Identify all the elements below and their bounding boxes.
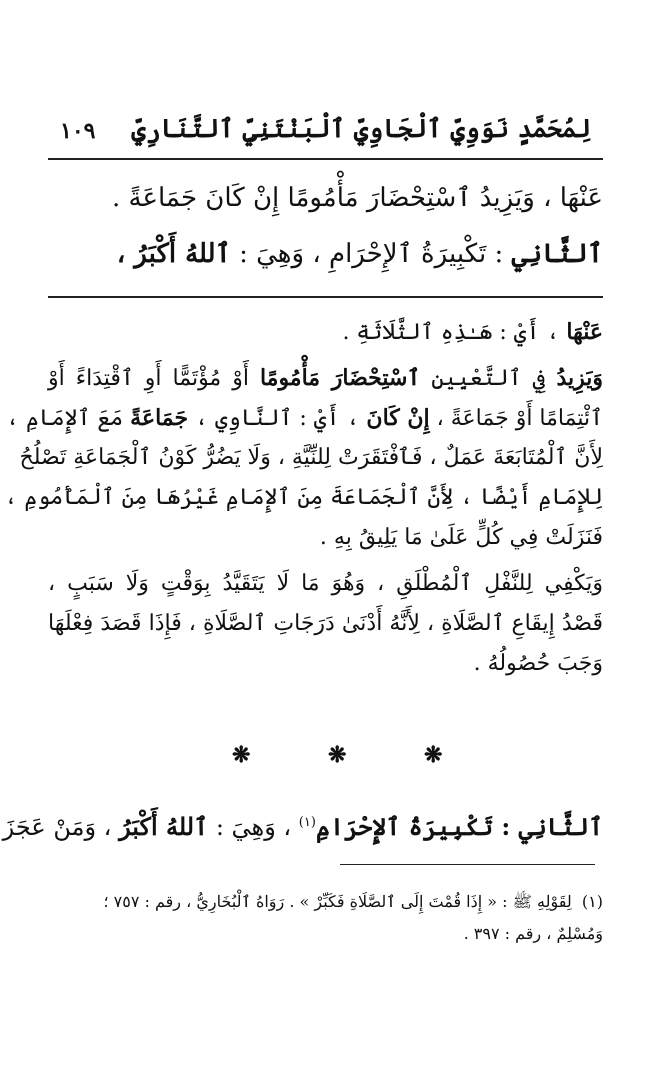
commentary-line [48, 312, 603, 352]
commentary-span: ٱئْتِمَامًا أَوْ جَمَاعَةً ، [429, 406, 603, 431]
commentary-span: فِي ٱلتَّعْيِينِ [420, 366, 557, 391]
matn-line: عَنْهَا ، وَيَزِيدُ ٱسْتِحْضَارَ مَأْمُومًا إِنْ كَانَ جَمَاعَةً . [112, 183, 603, 213]
footnotes [40, 886, 603, 950]
matn-text [48, 170, 603, 282]
matn-heading: ٱلثَّانِي [511, 239, 603, 269]
matn-quote: وَيَزِيدُ [556, 365, 603, 391]
matn-quote: إِنْ كَانَ [366, 405, 430, 431]
commentary-line: وَجَبَ حُصُولُهُ . [473, 651, 603, 676]
matn-text-span: : تَكْبِيرَةُ ٱلإِحْرَامِ ، وَهِيَ : [230, 239, 512, 269]
matn-quote: جَمَاعَةً [130, 405, 189, 431]
page-number: ١٠٩ [60, 118, 96, 144]
footnote-line [40, 886, 603, 918]
section-span: ، وَمَنْ عَجَزَ [2, 813, 120, 841]
matn-quote: عَنْهَا [566, 319, 603, 345]
commentary-line: لِأَنَّ ٱلْمُتَابَعَةَ عَمَلٌ ، فَٱفْتَقَرَتْ لِلنِّيَّةِ ، وَلَا يَضُرُّ كَوْنُ ٱلْجَمَاعَةِ تَصْلُحُ [19, 445, 603, 470]
commentary-line: لِلإِمَامِ أَيْضًا ، لِأَنَّ ٱلْجَمَاعَةَ مِنَ ٱلإِمَامِ غَيْرُهَا مِنَ ٱلْمَأْمُومِ ، [4, 485, 603, 510]
commentary-text [4, 312, 603, 684]
commentary-span: ، أَيْ : ٱلنَّاوِي ، [188, 406, 367, 431]
footnote-rule [340, 864, 595, 865]
next-section [2, 795, 603, 851]
commentary-line [6, 398, 603, 438]
commentary-span: مَعَ ٱلإِمَامِ ، [6, 406, 131, 431]
star-ornament-icon: ❋ [424, 742, 443, 768]
section-span: ، وَهِيَ : [208, 813, 299, 841]
star-ornament-icon: ❋ [328, 742, 347, 768]
footnote-number: (١) [581, 892, 603, 911]
footnote-line: وَمُسْلِمٌ ، رقم : ٣٩٧ . [463, 924, 603, 943]
commentary-span: ، أَيْ : هَـٰذِهِ ٱلثَّلَاثَةِ . [342, 320, 567, 345]
header-rule [48, 158, 603, 160]
commentary-line: فَنَزَلَتْ فِي كُلٍّ عَلَىٰ مَا يَلِيقُ بِهِ . [319, 525, 603, 550]
matn-line [48, 226, 603, 282]
page-header [60, 112, 591, 152]
commentary-line: قَصْدُ إِيقَاعِ ٱلصَّلَاةِ ، لِأَنَّهُ أَدْنَىٰ دَرَجَاتِ ٱلصَّلَاةِ ، فَإِذَا قَصَدَ فِعْلَهَا [48, 611, 603, 636]
section-title: : تَكْبِيرَةُ ٱلإِحْرَامِ [315, 812, 519, 841]
next-section-line [2, 795, 603, 851]
commentary-line [48, 358, 603, 398]
footnote-marker: (١) [298, 815, 316, 830]
section-separator [0, 742, 651, 772]
commentary-line: وَيَكْفِي لِلنَّفْلِ ٱلْمُطْلَقِ ، وَهُوَ مَا لَا يَتَقَيَّدُ بِوَقْتٍ وَلَا سَبَبٍ ، [48, 571, 603, 596]
footnote-text: لِقَوْلِهِ ﷺ : « إِذَا قُمْتَ إِلَى ٱلصَّلَاةِ فَكَبِّرْ » . رَوَاهُ ٱلْبُخَارِيُّ ، رقم : ٧٥٧ ؛ [103, 892, 572, 911]
star-ornament-icon: ❋ [232, 742, 251, 768]
running-title: لِمُحَمَّدٍ نَوَوِيِّ ٱلْجَاوِيِّ ٱلْبَنْتَنِيِّ ٱلتَّنَارِيِّ [131, 114, 591, 143]
commentary-span: أَوْ مُؤْتَمًّا أَوِ ٱقْتِدَاءً أَوْ [48, 366, 260, 391]
matn-quote: ٱسْتِحْضَارَ مَأْمُومًا [259, 365, 421, 391]
matn-rule [48, 296, 603, 298]
section-heading: ٱلثَّانِي [518, 812, 603, 841]
section-takbir: ٱللهُ أَكْبَرُ [119, 812, 209, 841]
matn-takbir: ٱللهُ أَكْبَرُ ، [116, 239, 231, 269]
